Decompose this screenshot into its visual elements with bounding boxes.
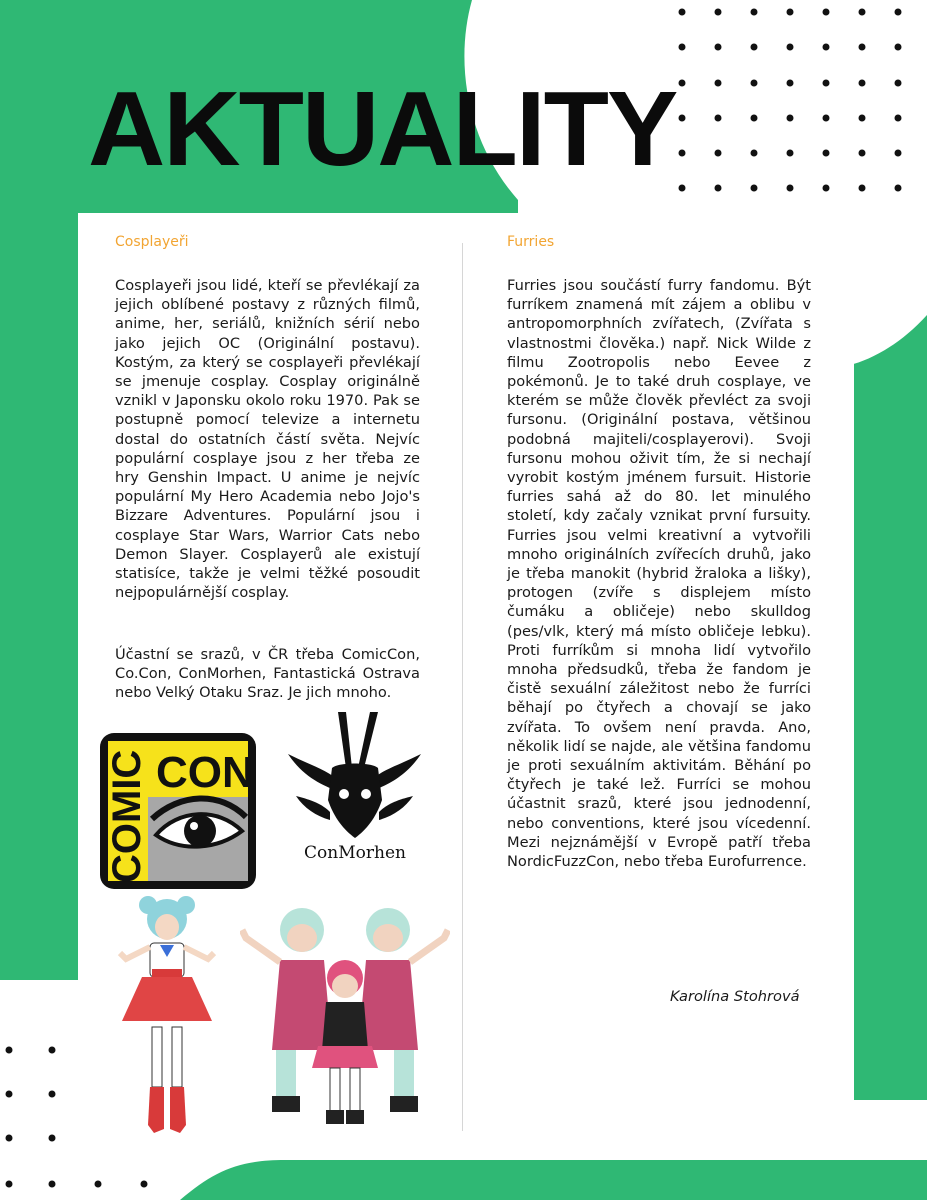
cosplayer-girl-illustration: [112, 893, 222, 1138]
comiccon-word-comic: COMIC: [105, 749, 149, 883]
cosplayers-paragraph: Cosplayeři jsou lidé, kteří se převlékají za jejich oblíbené postavy z různých filmů, anime, her, seriálů, knižních sérií nebo jako jejich OC (Originální postavu). Kostým, za který se cosplayeři převlékají se jmenuje cosplay. Cosplay originálně vznikl v Japonsku okolo roku 1970. Pak se postupně pomocí televize a internetu dostal do ostatních částí světa. Nejvíc populární cosplaye jsou z her třeba ze hry Genshin Impact. U anime je nejvíc populární My Hero Academia nebo Jojo's Bizzare Adventures. Populární jsou i cosplaye Star Wars, Warrior Cats nebo Demon Slayer. Cosplayerů ale existují statisíce, takže je velmi těžké posoudit nejpopulárnější cosplay.: [115, 277, 420, 602]
green-right-shape: [850, 315, 927, 1100]
green-bottom-shape: [180, 1160, 927, 1200]
cosplay-group-illustration: [240, 900, 450, 1132]
cosplayers-paragraph-2: Účastní se srazů, v ČR třeba ComicCon, Co.Con, ConMorhen, Fantastická Ostrava nebo Velký Otaku Sraz. Je jich mnoho.: [115, 646, 420, 702]
page-title: AKTUALITY: [88, 70, 677, 188]
comiccon-word-con: CON: [156, 748, 254, 797]
heading-furries: Furries: [507, 234, 555, 250]
green-left-strip: [0, 236, 78, 980]
dot-pattern-top-right: [672, 0, 927, 200]
conmorhen-text: ConMorhen: [304, 843, 406, 863]
author-signature: Karolína Stohrová: [670, 988, 800, 1005]
column-divider: [462, 243, 463, 1131]
heading-cosplayers: Cosplayeři: [115, 234, 189, 250]
comiccon-logo: [100, 733, 256, 889]
furries-paragraph: Furries jsou součástí furry fandomu. Být furríkem znamená mít zájem a oblibu v antropomorphních zvířatech, (Zvířata s vlastnostmi člověka.) např. Nick Wilde z filmu Zootropolis nebo Eevee z pokémonů. Je to také druh cosplaye, ve kterém se může člověk převléct za svoji fursonu. (Originální postava, většinou podobná majiteli/cosplayerovi). Svoji fursonu mohou oživit tím, že si nechají vyrobit kostým jménem fursuit. Historie furries sahá až do 80. let minulého století, kdy začaly vznikat první fursuity. Furries jsou velmi kreativní a vytvořili mnoho originálních zvířecích druhů, jako je třeba manokit (hybrid žraloka a lišky), protogen (zvíře s displejem místo čumáku a obličeje) nebo skulldog (pes/vlk, který má místo obličeje lebku). Proti furríkům si mnoha lidí vytvořilo mnoha předsudků, třeba že fandom je čistě sexuální záležitost nebo že furríci běhají po čtyřech a chovají se jako zvířata. To ovšem není pravda. Ano, několik lidí se najde, ale většina fandomu je proti sexuálním aktivitám. Běhání po čtyřech je také lež. Furríci se mohou účastnit srazů, které jsou jednodenní, nebo conventions, které jsou vícedenní. Mezi nejznámější v Evropě patří třeba NordicFuzzCon, nebo třeba Eurofurrence.: [507, 277, 811, 871]
conmorhen-logo: [282, 708, 427, 868]
